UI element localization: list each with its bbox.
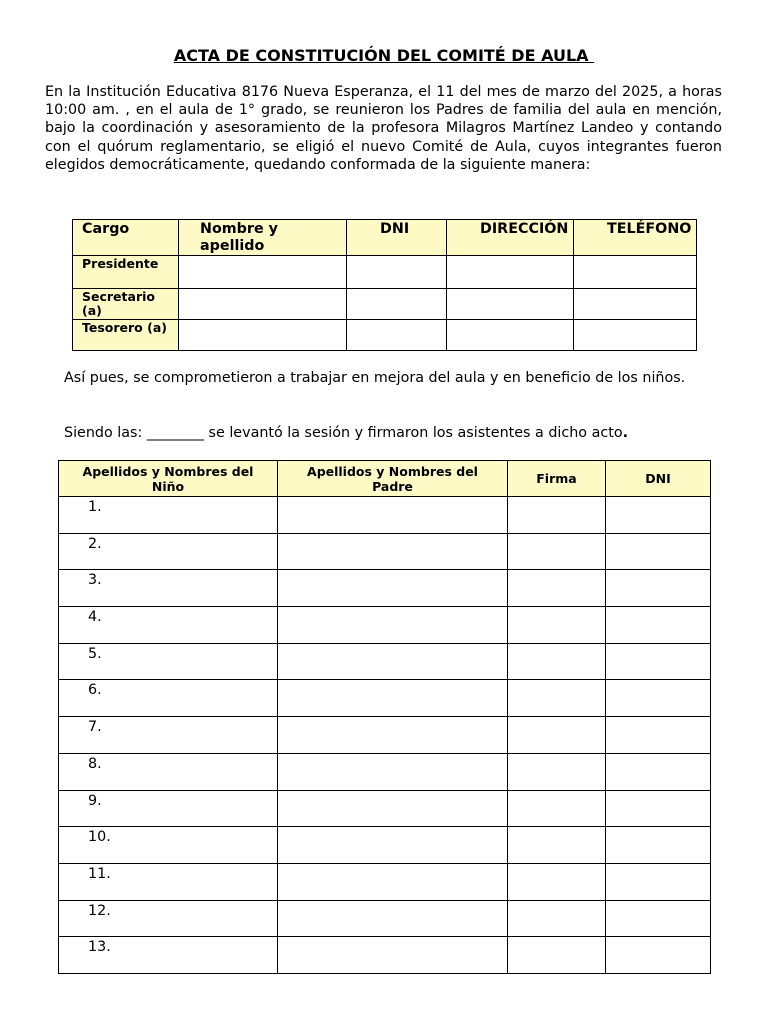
row-number: 1.	[88, 499, 102, 515]
table-row	[59, 827, 711, 864]
committee-phone-field[interactable]	[574, 289, 697, 320]
table-row	[59, 570, 711, 607]
committee-name-field[interactable]	[179, 289, 347, 320]
row-number: 13.	[88, 939, 111, 956]
parent-name-field[interactable]	[278, 643, 508, 680]
table-row	[59, 937, 711, 974]
row-number: 2.	[88, 535, 102, 552]
row-number: 9.	[88, 792, 102, 809]
dni-field[interactable]	[606, 827, 711, 864]
row-number: 4.	[88, 609, 102, 626]
dni-field[interactable]	[606, 863, 711, 900]
child-name-field[interactable]	[59, 753, 278, 790]
child-name-field[interactable]	[59, 900, 278, 937]
committee-role-cell: Presidente	[73, 256, 179, 289]
attendance-header-row	[59, 461, 711, 497]
signature-field[interactable]	[508, 607, 606, 644]
child-name-field[interactable]	[59, 607, 278, 644]
committee-header-cell: DNI	[347, 220, 447, 256]
committee-header-cell: TELÉFONO	[574, 220, 697, 256]
committee-address-field[interactable]	[447, 320, 574, 351]
parent-name-field[interactable]	[278, 827, 508, 864]
committee-row	[73, 320, 697, 351]
closing-line-end: .	[622, 425, 629, 441]
committee-table	[72, 219, 697, 351]
closing-line	[64, 424, 628, 442]
signature-field[interactable]	[508, 937, 606, 974]
child-name-field[interactable]	[59, 533, 278, 570]
row-number: 8.	[88, 755, 102, 772]
dni-field[interactable]	[606, 680, 711, 717]
parent-name-field[interactable]	[278, 533, 508, 570]
intro-paragraph: En la Institución Educativa 8176 Nueva Esperanza, el 11 del mes de marzo del 2025, a horas 10:00 am. , en el aula de 1° grado, se reunieron los Padres de familia del aula en mención, bajo la coordinación y asesoramiento de la profesora Milagros Martínez Landeo y contando con el quórum reglamentario, se eligió el nuevo Comité de Aula, cuyos integrantes fueron elegidos democráticamente, quedando conformada de la siguiente manera:	[45, 84, 722, 173]
dni-field[interactable]	[606, 753, 711, 790]
dni-field[interactable]	[606, 937, 711, 974]
parent-name-field[interactable]	[278, 863, 508, 900]
parent-name-field[interactable]	[278, 570, 508, 607]
row-number: 11.	[88, 865, 111, 882]
parent-name-field[interactable]	[278, 753, 508, 790]
child-name-field[interactable]	[59, 680, 278, 717]
child-name-field[interactable]	[59, 717, 278, 754]
document-title: ACTA DE CONSTITUCIÓN DEL COMITÉ DE AULA	[173, 46, 595, 65]
parent-name-field[interactable]	[278, 607, 508, 644]
committee-phone-field[interactable]	[574, 320, 697, 351]
signature-field[interactable]	[508, 753, 606, 790]
child-name-field[interactable]	[59, 863, 278, 900]
attendance-header-cell: Apellidos y Nombres del Niño	[59, 461, 278, 497]
attendance-header-cell: DNI	[606, 461, 711, 497]
dni-field[interactable]	[606, 900, 711, 937]
table-row	[59, 717, 711, 754]
child-name-field[interactable]	[59, 827, 278, 864]
table-row	[59, 863, 711, 900]
child-name-field[interactable]	[59, 643, 278, 680]
signature-field[interactable]	[508, 900, 606, 937]
signature-field[interactable]	[508, 570, 606, 607]
table-row	[59, 643, 711, 680]
child-name-field[interactable]	[59, 937, 278, 974]
dni-field[interactable]	[606, 533, 711, 570]
row-number: 6.	[88, 682, 102, 699]
attendance-header-cell: Apellidos y Nombres del Padre	[278, 461, 508, 497]
child-name-field[interactable]	[59, 790, 278, 827]
table-row	[59, 900, 711, 937]
parent-name-field[interactable]	[278, 937, 508, 974]
dni-field[interactable]	[606, 497, 711, 534]
committee-header-row	[73, 220, 697, 256]
table-row	[59, 790, 711, 827]
committee-dni-field[interactable]	[347, 256, 447, 289]
committee-dni-field[interactable]	[347, 289, 447, 320]
dni-field[interactable]	[606, 643, 711, 680]
committee-address-field[interactable]	[447, 256, 574, 289]
committee-header-cell: DIRECCIÓN	[447, 220, 574, 256]
committee-name-field[interactable]	[179, 256, 347, 289]
signature-field[interactable]	[508, 533, 606, 570]
dni-field[interactable]	[606, 570, 711, 607]
committee-header-cell: Nombre y apellido	[179, 220, 347, 256]
child-name-field[interactable]	[59, 570, 278, 607]
table-row	[59, 497, 711, 534]
signature-field[interactable]	[508, 680, 606, 717]
parent-name-field[interactable]	[278, 790, 508, 827]
dni-field[interactable]	[606, 717, 711, 754]
committee-row	[73, 289, 697, 320]
committee-header-cell: Cargo	[73, 220, 179, 256]
signature-field[interactable]	[508, 497, 606, 534]
signature-field[interactable]	[508, 717, 606, 754]
row-number: 3.	[88, 572, 102, 589]
committee-name-field[interactable]	[179, 320, 347, 351]
parent-name-field[interactable]	[278, 717, 508, 754]
signature-field[interactable]	[508, 863, 606, 900]
parent-name-field[interactable]	[278, 680, 508, 717]
dni-field[interactable]	[606, 607, 711, 644]
committee-role-cell: Tesorero (a)	[73, 320, 179, 351]
parent-name-field[interactable]	[278, 497, 508, 534]
row-number: 7.	[88, 719, 102, 736]
committee-address-field[interactable]	[447, 289, 574, 320]
child-name-field[interactable]	[59, 497, 278, 534]
closing-line-text: Siendo las: ________ se levantó la sesión y firmaron los asistentes a dicho acto	[64, 425, 623, 441]
attendance-header-cell: Firma	[508, 461, 606, 497]
committee-dni-field[interactable]	[347, 320, 447, 351]
commitment-paragraph: Así pues, se comprometieron a trabajar en mejora del aula y en beneficio de los niños.	[64, 370, 686, 386]
row-number: 12.	[88, 902, 111, 919]
table-row	[59, 533, 711, 570]
dni-field[interactable]	[606, 790, 711, 827]
row-number: 5.	[88, 645, 102, 662]
signature-field[interactable]	[508, 643, 606, 680]
committee-phone-field[interactable]	[574, 256, 697, 289]
committee-role-cell: Secretario (a)	[73, 289, 179, 320]
table-row	[59, 607, 711, 644]
signature-field[interactable]	[508, 790, 606, 827]
table-row	[59, 680, 711, 717]
signature-field[interactable]	[508, 827, 606, 864]
committee-row	[73, 256, 697, 289]
attendance-table	[58, 460, 711, 974]
parent-name-field[interactable]	[278, 900, 508, 937]
row-number: 10.	[88, 829, 111, 846]
table-row	[59, 753, 711, 790]
